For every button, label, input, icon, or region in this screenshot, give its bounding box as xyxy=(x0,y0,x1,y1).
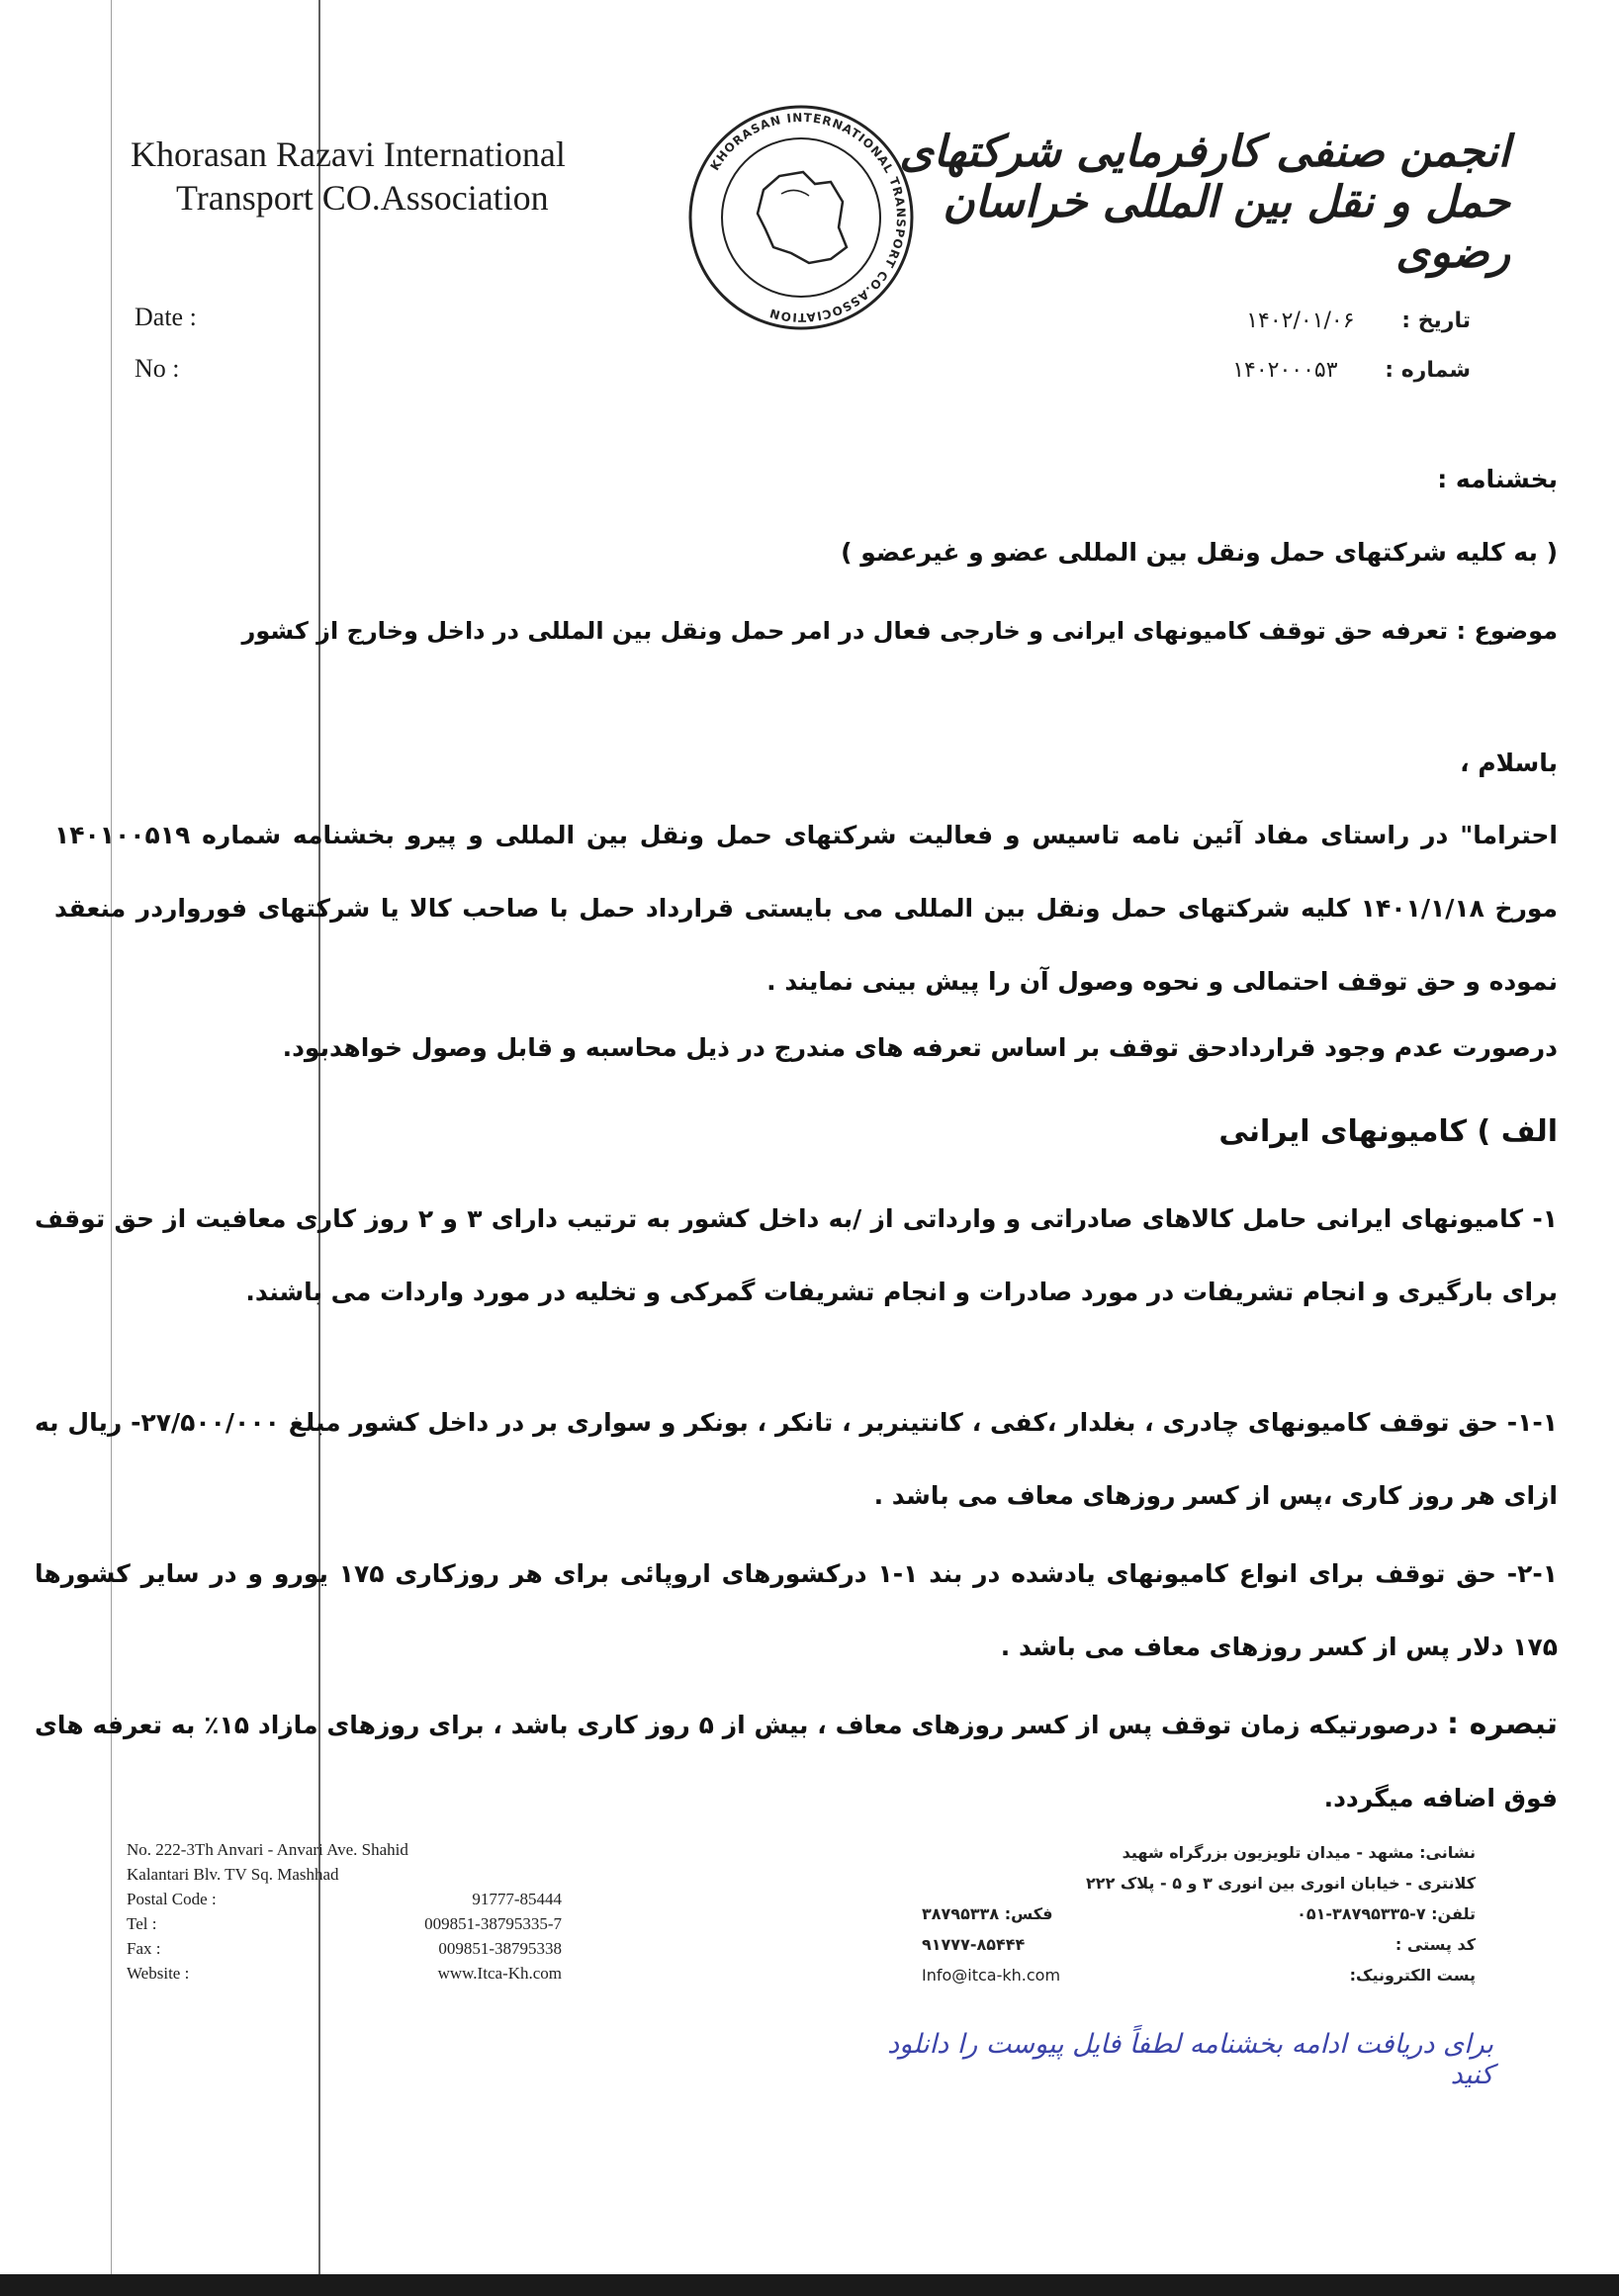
item-1-1: ۱-۱- حق توقف کامیونهای چادری ، بغلدار ،کفی ، کانتینربر ، تانکر ، بونکر و سواری بر در داخل کشور مبلغ ۲۷/۵۰۰/۰۰۰- ریال به ازای هر روز کاری ،پس از کسر روزهای معاف می باشد . xyxy=(35,1408,1558,1510)
org-name-line-1: Khorasan Razavi International xyxy=(131,134,566,174)
footer-fa-tel: تلفن: ۷-۳۸۷۹۵۳۳۵-۰۵۱ xyxy=(1297,1904,1476,1923)
footer-fa-address-line-1: نشانی: مشهد - میدان تلویزیون بزرگراه شهید xyxy=(1122,1843,1476,1862)
org-name-english xyxy=(131,132,684,220)
item-1-2: ۲-۱- حق توقف برای انواع کامیونهای یادشده در بند ۱-۱ درکشورهای اروپائی برای هر روزکاری ۱۷۵ یورو و در سایر کشورها ۱۷۵ دلار پس از کسر روزهای معاف می باشد . xyxy=(35,1559,1559,1661)
footer-fa-email-label: پست الکترونیک: xyxy=(1349,1966,1476,1985)
note-label: تبصره : xyxy=(1447,1707,1559,1741)
letter-type: بخشنامه : xyxy=(1437,465,1558,493)
footer-tel-label: Tel : xyxy=(127,1914,157,1933)
absence-paragraph: درصورت عدم وجود قراردادحق توقف بر اساس تعرفه های مندرج در ذیل محاسبه و قابل وصول خواهدبود. xyxy=(282,1033,1558,1062)
footer-fax-label: Fax : xyxy=(127,1939,161,1958)
number-value: ۱۴۰۲۰۰۰۵۳ xyxy=(1232,358,1338,383)
date-label-en: Date : xyxy=(135,303,197,331)
footer-email-link[interactable]: Info@itca-kh.com xyxy=(922,1966,1061,1985)
scan-border xyxy=(0,2274,1619,2296)
date-value: ۱۴۰۲/۰۱/۰۶ xyxy=(1246,309,1355,333)
footer-fa-address-line-2: کلانتری - خیابان انوری بین انوری ۳ و ۵ - پلاک ۲۲۲ xyxy=(1086,1874,1476,1893)
seal-text: KHORASAN INTERNATIONAL TRANSPORT CO.ASSOCIATION xyxy=(707,110,909,325)
footer-postal-label: Postal Code : xyxy=(127,1890,217,1908)
number-field xyxy=(1232,358,1471,383)
footer-tel-value: 009851-38795335-7 xyxy=(424,1914,562,1933)
footer-web-link[interactable]: www.Itca-Kh.com xyxy=(437,1964,562,1983)
org-name-line-2: Transport CO.Association xyxy=(176,178,549,218)
section-heading: الف ) کامیونهای ایرانی xyxy=(1218,1114,1558,1149)
footer-address-line-1: No. 222-3Th Anvari - Anvari Ave. Shahid xyxy=(127,1840,408,1859)
footer-fax-value: 009851-38795338 xyxy=(438,1939,562,1958)
subject: موضوع : تعرفه حق توقف کامیونهای ایرانی و خارجی فعال در امر حمل ونقل بین المللی در داخل وخارج از کشور xyxy=(241,617,1558,645)
association-seal xyxy=(682,99,920,336)
number-label-en: No : xyxy=(135,354,180,383)
footer-contact-persian xyxy=(922,1837,1476,1990)
footer-fa-postal-label: کد پستی : xyxy=(1394,1935,1476,1954)
handwritten-note: برای دریافت ادامه بخشنامه لطفاً فایل پیوست را دانلود کنید xyxy=(887,2029,1493,2090)
greeting: باسلام ، xyxy=(1460,749,1558,777)
footer-fa-postal-value: ۹۱۷۷۷-۸۵۴۴۴ xyxy=(922,1935,1026,1954)
note-paragraph xyxy=(35,1688,1558,1835)
footer-postal-value: 91777-85444 xyxy=(472,1890,562,1908)
footer-web-label: Website : xyxy=(127,1964,190,1983)
intro-paragraph: احتراما" در راستای مفاد آئین نامه تاسیس و فعالیت شرکتهای حمل ونقل بین المللی و پیرو بخشنامه شماره ۱۴۰۱۰۰۵۱۹ مورخ ۱۴۰۱/۱/۱۸ کلیه شرکتهای حمل ونقل بین المللی می بایستی قرارداد حمل با صاحب کالا یا شرکتهای فورواردر منعقد نموده و حق توقف احتمالی و نحوه وصول آن را پیش بینی نمایند . xyxy=(54,821,1559,996)
footer-address-line-2: Kalantari Blv. TV Sq. Mashhad xyxy=(127,1865,339,1884)
recipients: ( به کلیه شرکتهای حمل ونقل بین المللی عضو و غیرعضو ) xyxy=(841,538,1558,567)
number-label-fa: شماره : xyxy=(1385,358,1471,383)
date-field xyxy=(1246,309,1471,333)
item-1: ۱- کامیونهای ایرانی حامل کالاهای صادراتی و وارداتی از /به داخل کشور به ترتیب دارای ۳ و ۲ روز کاری معافیت از حق توقف برای بارگیری و انجام تشریفات در مورد صادرات و انجام تشریفات گمرکی و تخلیه در مورد واردات می باشند. xyxy=(35,1204,1558,1306)
iran-map-icon xyxy=(758,172,847,263)
footer-fa-fax: فکس: ۳۸۷۹۵۳۳۸ xyxy=(922,1904,1053,1923)
org-name-persian: انجمن صنفی کارفرمایی شرکتهای حمل و نقل بین المللی خراسان رضوی xyxy=(899,127,1510,278)
date-label-fa: تاریخ : xyxy=(1401,309,1471,333)
note-text: درصورتیکه زمان توقف پس از کسر روزهای معاف ، بیش از ۵ روز کاری باشد ، برای روزهای مازاد ۱۵٪ به تعرفه های فوق اضافه میگردد. xyxy=(35,1711,1558,1812)
svg-text:KHORASAN INTERNATIONAL TRANSPO xyxy=(708,111,909,324)
footer-contact-english xyxy=(127,1837,562,1986)
